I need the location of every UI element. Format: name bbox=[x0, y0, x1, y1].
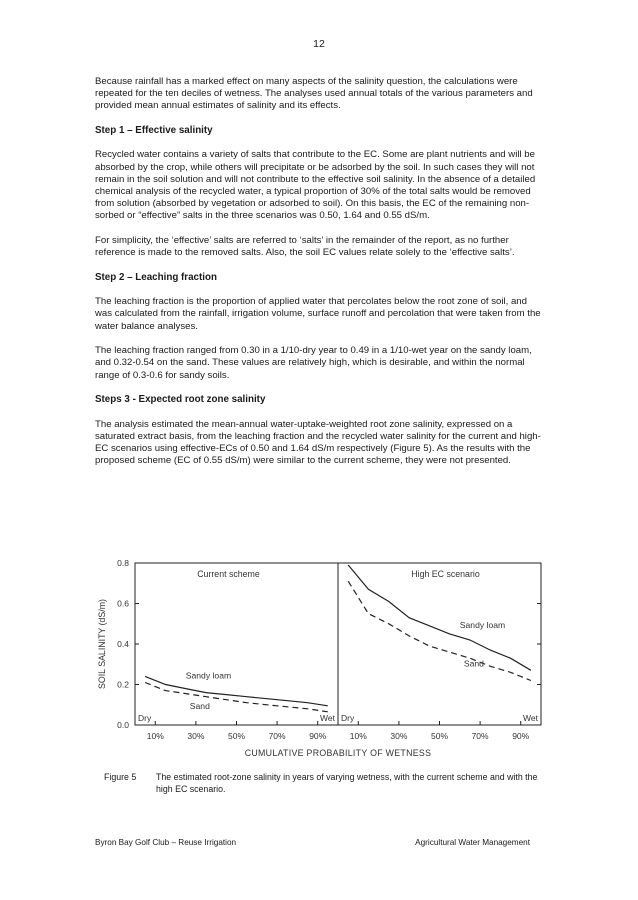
y-tick-label: 0.4 bbox=[117, 639, 129, 649]
panel-title: Current scheme bbox=[197, 569, 260, 579]
x-tick-label: 90% bbox=[309, 731, 327, 741]
x-tick-label: 70% bbox=[268, 731, 286, 741]
x-tick-label: 50% bbox=[227, 731, 246, 741]
footer-left: Byron Bay Golf Club – Reuse Irrigation bbox=[95, 838, 237, 847]
intro-paragraph: Because rainfall has a marked effect on many aspects of the salinity question, the calculations were repeated for the ten deciles of wetness. The analyses used annual totals of the various parameters and provided mean annual estimates of salinity and its effects. bbox=[95, 76, 533, 112]
x-axis-label: CUMULATIVE PROBABILITY OF WETNESS bbox=[244, 748, 432, 758]
y-tick-label: 0.0 bbox=[117, 720, 129, 730]
panel-title: High EC scenario bbox=[411, 569, 480, 579]
x-tick-label: 70% bbox=[471, 731, 489, 741]
series-label: Sandy loam bbox=[185, 670, 232, 681]
dry-label: Dry bbox=[341, 713, 355, 723]
x-tick-label: 90% bbox=[512, 731, 530, 741]
y-axis-label: SOIL SALINITY (dS/m) bbox=[97, 599, 107, 689]
series-line-sand bbox=[145, 683, 328, 712]
step2-paragraph-2: The leaching fraction ranged from 0.30 in a 1/10-dry year to 0.49 in a 1/10-wet year on the sandy loam, and 0.32-0.54 on the sand. These values are relatively high, which is desirable, and within the normal range of 0.3-0.6 for sandy soils. bbox=[95, 345, 532, 381]
dry-label: Dry bbox=[138, 713, 152, 723]
step3-heading: Steps 3 - Expected root zone salinity bbox=[95, 394, 266, 406]
x-tick-label: 10% bbox=[146, 731, 164, 741]
x-tick-label: 30% bbox=[390, 731, 408, 741]
series-line-sandy-loam bbox=[348, 565, 531, 670]
step1-paragraph-2: For simplicity, the ‘effective’ salts are referred to ‘salts’ in the remainder of the report, as no further reference is made to the removed salts. Also, the soil EC values relate solely to the ‘effective salts’. bbox=[95, 235, 515, 259]
wet-label: Wet bbox=[320, 713, 335, 723]
step1-heading: Step 1 – Effective salinity bbox=[95, 125, 213, 136]
body-text bbox=[95, 76, 545, 480]
step1-paragraph-1: Recycled water contains a variety of salts that contribute to the EC. Some are plant nutrients and will be absorbed by the crop, while others will precipitate or be adsorbed by the soil. In such cases they will not remain in the soil solution and will not contribute to the effective soil salinity. In the absence of a detailed chemical analysis of the recycled water, a typical proportion of 30% of the total salts would be removed from solution (absorbed by vegetation or adsorbed to soil). On this basis, the EC of the remaining non-sorbed or “effective” salts in the three scenarios was 0.50, 1.64 and 0.55 dS/m. bbox=[95, 149, 536, 222]
salinity-chart bbox=[95, 553, 555, 765]
x-tick-label: 50% bbox=[430, 731, 449, 741]
y-tick-label: 0.6 bbox=[117, 598, 129, 609]
figure-5 bbox=[95, 553, 555, 770]
page-number: 12 bbox=[313, 38, 325, 50]
y-tick-label: 0.8 bbox=[117, 558, 129, 568]
series-label: Sand bbox=[189, 700, 210, 711]
footer-right: Agricultural Water Management bbox=[415, 838, 530, 847]
series-label: Sand bbox=[463, 658, 484, 669]
step2-paragraph-1: The leaching fraction is the proportion of applied water that percolates below the root zone of soil, and was calculated from the rainfall, irrigation volume, surface runoff and percolation that were taken from the water balance analyses. bbox=[95, 296, 541, 332]
figure-caption bbox=[104, 771, 544, 795]
step3-paragraph-1: The analysis estimated the mean-annual water-uptake-weighted root zone salinity, expressed on a saturated extract basis, from the leaching fraction and the recycled water salinity for the current and high-EC scenarios using effective-ECs of 0.50 and 1.64 dS/m respectively (Figure 5). As the results with the proposed scheme (EC of 0.55 dS/m) were similar to the current scheme, they were not presented. bbox=[95, 418, 541, 467]
step2-heading: Step 2 – Leaching fraction bbox=[95, 271, 217, 283]
series-label: Sandy loam bbox=[459, 619, 506, 630]
figure-caption-text: The estimated root-zone salinity in years of varying wetness, with the current scheme and with the high EC scenario. bbox=[156, 772, 538, 794]
x-tick-label: 30% bbox=[187, 731, 205, 741]
wet-label: Wet bbox=[523, 713, 538, 723]
figure-label: Figure 5 bbox=[104, 772, 137, 782]
x-tick-label: 10% bbox=[349, 731, 367, 741]
series-line-sand bbox=[348, 581, 531, 680]
y-tick-label: 0.2 bbox=[117, 679, 129, 690]
